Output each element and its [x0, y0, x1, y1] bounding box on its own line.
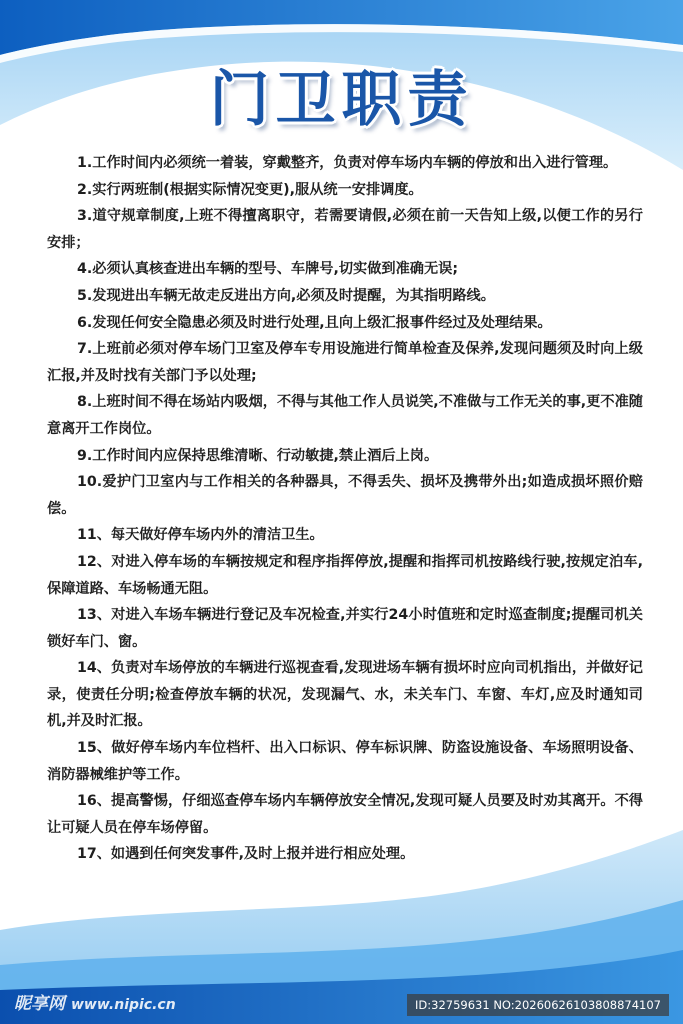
duty-list: [47, 150, 643, 868]
duty-item: 10.爱护门卫室内与工作相关的各种器具，不得丢失、损坏及携带外出;如造成损坏照价赔偿。: [47, 474, 643, 517]
watermark-id-strip: ID:32759631 NO:20260626103808874107: [407, 994, 669, 1016]
duty-item: 13、对进入车场车辆进行登记及车况检查,并实行24小时值班和定时巡查制度;提醒司机关锁好车门、窗。: [47, 607, 643, 650]
watermark-url: www.nipic.cn: [71, 997, 176, 1013]
duty-item: 8.上班时间不得在场站内吸烟，不得与其他工作人员说笑,不准做与工作无关的事,更不准随意离开工作岗位。: [47, 394, 643, 437]
duty-item: 1.工作时间内必须统一着装，穿戴整齐，负责对停车场内车辆的停放和出入进行管理。: [77, 155, 618, 171]
duty-item: 7.上班前必须对停车场门卫室及停车专用设施进行简单检查及保养,发现问题须及时向上级汇报,并及时找有关部门予以处理;: [47, 341, 643, 384]
watermark-logo: [14, 989, 176, 1014]
watermark-logo-text: 昵享网: [14, 994, 65, 1014]
duty-item: 4.必须认真核查进出车辆的型号、车牌号,切实做到准确无误;: [77, 261, 459, 278]
duty-item: 17、如遇到任何突发事件,及时上报并进行相应处理。: [77, 846, 415, 863]
duty-item: 9.工作时间内应保持思维清晰、行动敏捷,禁止酒后上岗。: [77, 447, 439, 464]
page-title: 门卫职责: [209, 65, 474, 135]
duty-item: 6.发现任何安全隐患必须及时进行处理,且向上级汇报事件经过及处理结果。: [77, 314, 552, 331]
duty-item: 15、做好停车场内车位档杆、出入口标识、停车标识牌、防盗设施设备、车场照明设备、消防器械维护等工作。: [47, 740, 643, 783]
duty-item: 16、提高警惕，仔细巡查停车场内车辆停放安全情况,发现可疑人员要及时劝其离开。不得让可疑人员在停车场停留。: [47, 793, 643, 836]
duty-item: 12、对进入停车场的车辆按规定和程序指挥停放,提醒和指挥司机按路线行驶,按规定泊车,保障道路、车场畅通无阻。: [47, 553, 643, 597]
duty-item: 11、每天做好停车场内外的清洁卫生。: [77, 527, 324, 544]
duty-item: 2.实行两班制(根据实际情况变更),服从统一安排调度。: [77, 181, 423, 198]
duty-item: 14、负责对车场停放的车辆进行巡视查看,发现进场车辆有损坏时应向司机指出，并做好记录，使责任分明;检查停放车辆的状况，发现漏气、水，未关车门、车窗、车灯,应及时通知司机,并及时汇报。: [47, 660, 643, 730]
duty-item: 3.道守规章制度,上班不得擅离职守，若需要请假,必须在前一天告知上级,以便工作的另行安排；: [47, 208, 643, 251]
duty-item: 5.发现进出车辆无故走反进出方向,必须及时提醒，为其指明路线。: [77, 287, 495, 304]
